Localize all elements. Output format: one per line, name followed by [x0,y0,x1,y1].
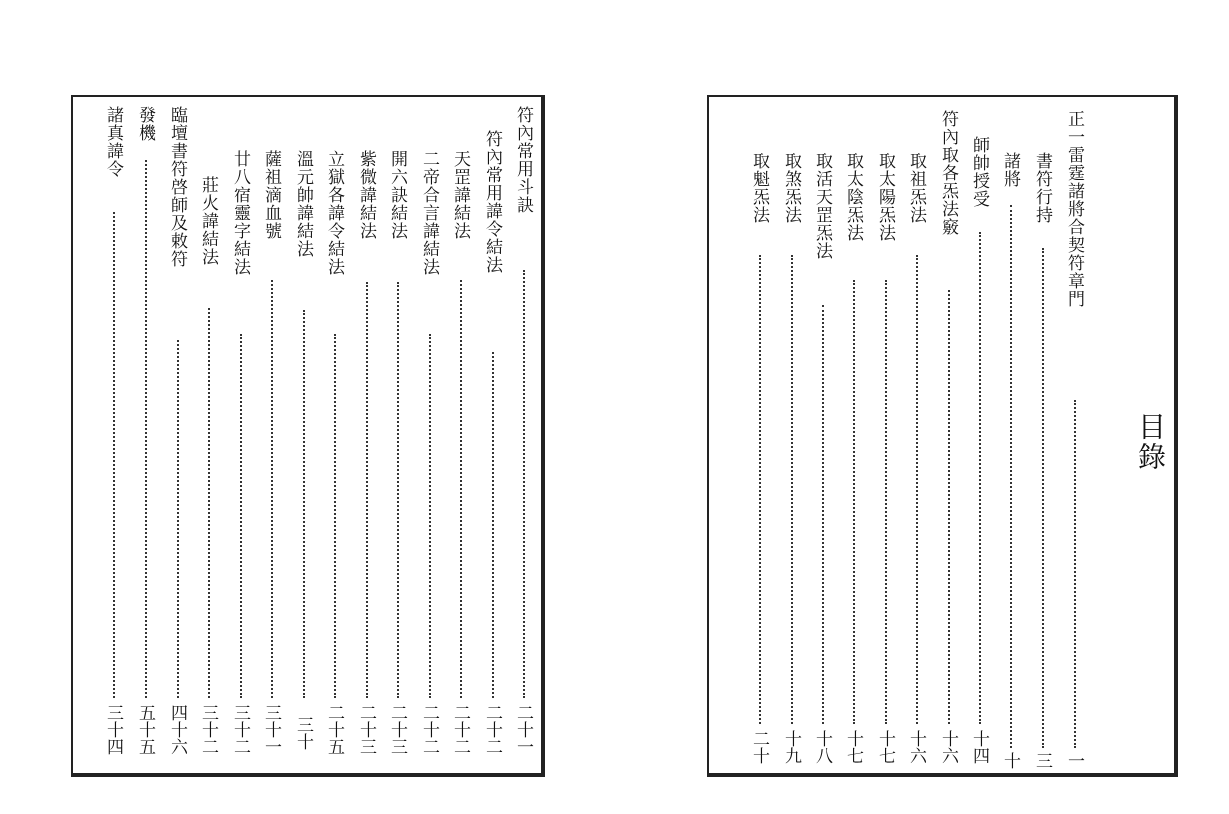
toc-entry-title: 莊火諱結法 [198,176,218,266]
toc-entry-leader [429,334,431,698]
toc-entry-leader [916,255,918,724]
toc-entry-title: 廿八宿靈字結法 [230,150,250,276]
toc-entry-title: 符內常用斗訣 [513,106,533,214]
toc-entry-leader [145,160,147,698]
toc-entry-page: 三十四 [103,704,123,755]
toc-entry-title: 取煞炁法 [781,152,801,224]
toc-entry-leader [853,280,855,724]
toc-entry-title: 符內取各炁法竅 [938,110,958,236]
toc-entry-page: 二十三 [387,704,407,755]
toc-heading-page: 一 [1064,752,1084,769]
toc-entry-leader [948,290,950,724]
toc-entry-page: 十七 [843,730,863,764]
toc-entry-leader [1042,248,1044,748]
toc-entry-title: 師帥授受 [969,136,989,208]
toc-entry-page: 二十五 [324,704,344,755]
toc-entry-title: 取活天罡炁法 [812,152,832,260]
toc-entry-page: 十八 [812,730,832,764]
toc-entry-page: 三十 [293,716,313,750]
toc-entry-leader [208,308,210,698]
toc-entry-page: 二十二 [482,704,502,755]
toc-entry-leader [1010,205,1012,748]
toc-entry-page: 十六 [906,730,926,764]
toc-entry-page: 四十六 [167,704,187,755]
toc-entry-page: 三十一 [261,704,281,755]
toc-entry-title: 開六訣結法 [387,150,407,240]
toc-entry-leader [460,280,462,698]
toc-entry-page: 二十 [749,730,769,764]
toc-entry-title: 諸真諱令 [103,106,123,178]
toc-entry-leader [523,270,525,698]
toc-entry-leader [303,310,305,698]
toc-entry-title: 天罡諱結法 [450,150,470,240]
toc-entry-leader [113,212,115,698]
toc-entry-page: 五十五 [135,704,155,755]
toc-entry-leader [397,282,399,698]
toc-entry-title: 二帝合言諱結法 [419,150,439,276]
toc-entry-page: 十六 [938,730,958,764]
toc-entry-leader [759,255,761,724]
toc-entry-page: 二十一 [513,704,533,755]
toc-entry-title: 符內常用諱令結法 [482,130,502,274]
toc-entry-page: 二十二 [419,704,439,755]
toc-entry-leader [979,232,981,724]
toc-heading-leader [1074,400,1076,748]
toc-entry-title: 取魁炁法 [749,152,769,224]
toc-entry-title: 書符行持 [1032,152,1052,224]
page-title: 目錄 [1134,412,1167,472]
toc-entry-leader [366,282,368,698]
toc-entry-page: 十七 [875,730,895,764]
toc-entry-page: 十四 [969,730,989,764]
toc-entry-page: 三十二 [230,704,250,755]
toc-entry-title: 發機 [135,106,155,142]
toc-entry-page: 二十二 [450,704,470,755]
toc-entry-leader [177,340,179,698]
toc-entry-title: 紫微諱結法 [356,150,376,240]
toc-entry-leader [822,305,824,724]
toc-entry-leader [492,352,494,698]
toc-entry-leader [885,280,887,724]
toc-entry-page: 十 [1000,752,1020,769]
toc-entry-page: 三 [1032,752,1052,769]
toc-entry-leader [791,255,793,724]
toc-entry-leader [271,280,273,698]
toc-entry-title: 諸將 [1000,152,1020,188]
toc-entry-title: 薩祖滴血號 [261,150,281,240]
toc-entry-title: 取太陽炁法 [875,152,895,242]
toc-entry-title: 臨壇書符啓師及敕符 [167,106,187,268]
toc-entry-leader [240,334,242,698]
toc-entry-title: 取祖炁法 [906,152,926,224]
toc-entry-title: 取太陰炁法 [843,152,863,242]
toc-entry-title: 立獄各諱令結法 [324,150,344,276]
toc-entry-leader [334,334,336,698]
toc-entry-page: 十九 [781,730,801,764]
toc-heading: 正一雷霆諸將合契符章門 [1064,110,1084,308]
toc-entry-title: 溫元帥諱結法 [293,150,313,258]
toc-entry-page: 三十二 [198,704,218,755]
toc-entry-page: 二十三 [356,704,376,755]
